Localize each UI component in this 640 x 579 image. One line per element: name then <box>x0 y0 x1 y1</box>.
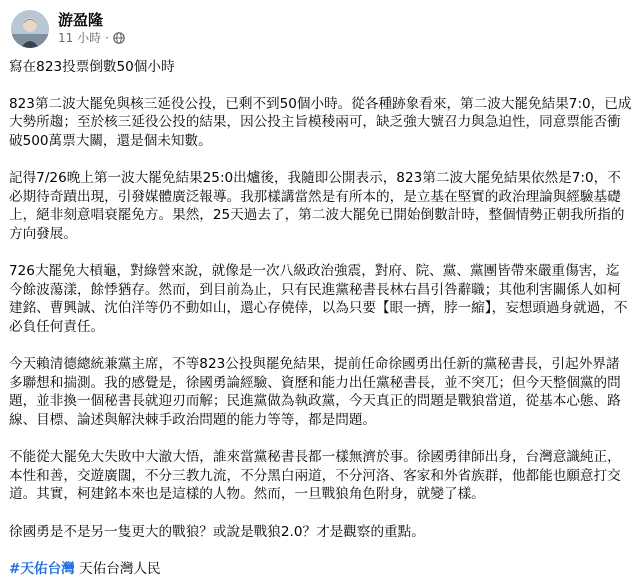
post-meta <box>58 31 125 45</box>
meta-separator: · <box>105 31 109 45</box>
post-hashtag-line <box>9 560 633 579</box>
author-name[interactable]: 游盈隆 <box>58 11 104 29</box>
post-paragraph-5: 不能從大罷免大失敗中大澈大悟，誰來當黨秘書長都一樣無濟於事。徐國勇律師出身，台灣意識純正，本性和善，交遊廣闊，不分三教九流，不分黑白兩道，不分河洛、客家和外省族群，他都能也願意打交道。其實，柯建銘本來也是這樣的人物。然而，一旦戰狼角色附身，就變了樣。 <box>9 449 621 502</box>
post-text <box>9 58 633 579</box>
post-paragraph-4: 今天賴清德總統兼黨主席，不等823公投與罷免結果，提前任命徐國勇出任新的黨秘書長，引起外界諸多聯想和揣測。我的感覺是，徐國勇論經驗、資歷和能力出任黨秘書長，並不突兀；但今天整個黨的問題，並非換一個秘書長就迎刃而解；民進黨做為執政黨，今天真正的問題是戰狼當道，從基本心態、路線、目標、論述與解決棘手政治問題的能力等等，都是問題。 <box>9 356 621 428</box>
hashtag-link[interactable]: #天佑台灣 <box>9 561 75 577</box>
post-paragraph-3: 726大罷免大槓龜，對綠營來說，就像是一次八級政治強震，對府、院、黨、黨團皆帶來嚴重傷害，迄今餘波蕩漾，餘悸猶存。然而，到目前為止，只有民進黨秘書長林右昌引咎辭職；其他利害關係人如柯建銘、曹興誠、沈伯洋等仍不動如山，還心存僥倖，以為只要【眼一擠，脖一縮】，妄想頭過身就過，不必負任何責任。 <box>9 263 628 335</box>
post-paragraph-6: 徐國勇是不是另一隻更大的戰狼？或說是戰狼2.0？才是觀察的重點。 <box>9 523 425 540</box>
globe-icon[interactable] <box>113 32 125 44</box>
avatar-photo-icon <box>11 10 49 48</box>
post-paragraph-1: 823第二波大罷免與核三延役公投，已剩不到50個小時。從各種跡象看來，第二波大罷免結果7:0，已成大勢所趨；至於核三延役公投的結果，因公投主旨模稜兩可，缺乏強大號召力與急迫性，同意票能否衝破500萬票大關，還是個未知數。 <box>9 95 632 149</box>
post-title: 寫在823投票倒數50個小時 <box>9 59 175 75</box>
hashtag-tail-text: 天佑台灣人民 <box>74 561 161 577</box>
post-paragraph-2: 記得7/26晚上第一波大罷免結果25:0出爐後，我隨即公開表示，823第二波大罷免結果依然是7:0，不必期待奇蹟出現，引發媒體廣泛報導。我那樣講當然是有所本的，是立基在堅實的政治理論與經驗基礎上，絕非刻意唱衰罷免方。果然，25天過去了，第二波大罷免已開始倒數計時，整個情勢正朝我所指的方向發展。 <box>9 170 625 242</box>
post-time[interactable]: 11 小時 <box>58 31 102 45</box>
avatar[interactable] <box>11 10 49 48</box>
